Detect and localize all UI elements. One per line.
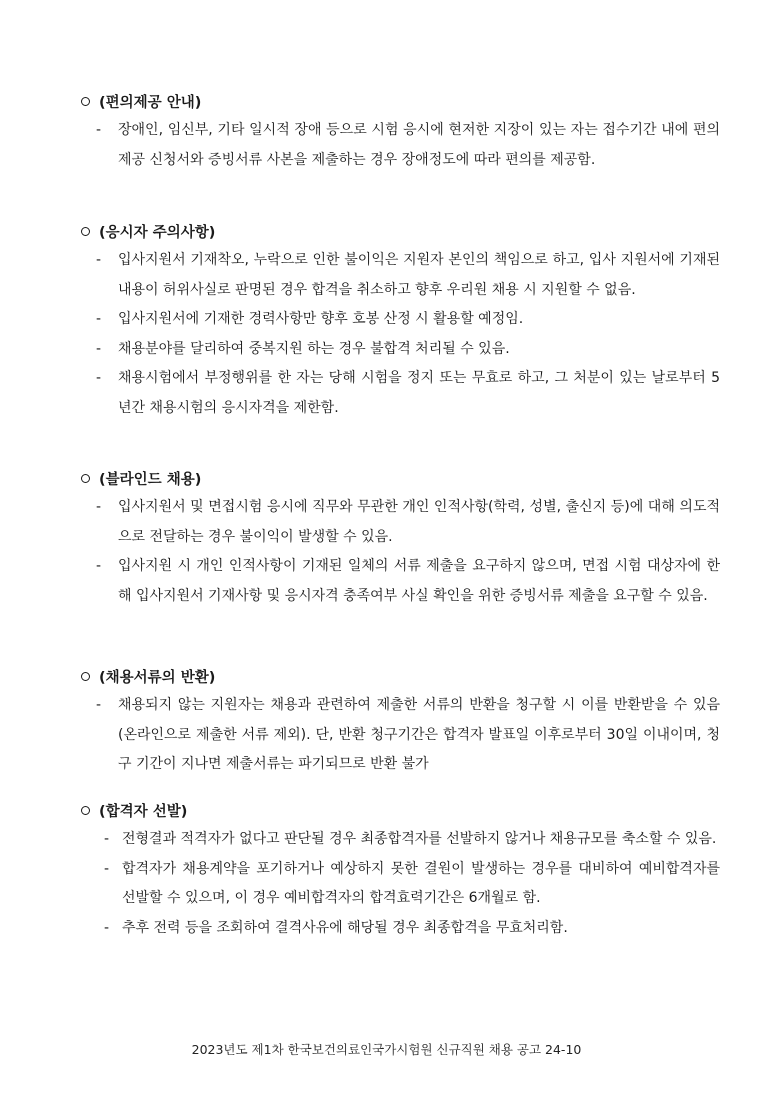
section-applicant-notes [80, 216, 720, 423]
section-accommodation [80, 86, 720, 175]
list-item [80, 305, 720, 335]
item-text: 추후 전력 등을 조회하여 결격사유에 해당될 경우 최종합격을 무효처리함. [122, 919, 568, 936]
heading-text: (편의제공 안내) [99, 94, 202, 111]
heading-text: (채용서류의 반환) [99, 669, 216, 686]
heading-text: (블라인드 채용) [99, 471, 202, 488]
dash-bullet: - [96, 558, 102, 574]
dash-bullet: - [104, 831, 110, 847]
item-text: 입사지원서 기재착오, 누락으로 인한 불이익은 지원자 본인의 책임으로 하고, 입사 지원서에 기재된 내용이 허위사실로 판명된 경우 합격을 취소하고 향후 우리원 채용 시 지원할 수 없음. [118, 252, 720, 298]
section-blind-hiring [80, 463, 720, 611]
section-heading [80, 216, 720, 246]
dash-bullet: - [96, 499, 102, 515]
heading-text: (합격자 선발) [99, 803, 188, 820]
section-heading [80, 86, 720, 116]
dash-bullet: - [96, 340, 102, 357]
dash-bullet: - [96, 370, 102, 386]
circle-bullet-icon [81, 806, 90, 815]
section-heading [80, 463, 720, 493]
section-heading [80, 661, 720, 691]
list-item [80, 855, 720, 914]
dash-bullet: - [104, 919, 110, 936]
dash-bullet: - [104, 860, 110, 877]
circle-bullet-icon [81, 672, 90, 681]
section-heading [80, 795, 720, 825]
dash-bullet: - [96, 122, 102, 138]
item-text: 채용되지 않는 지원자는 채용과 관련하여 제출한 서류의 반환을 청구할 시 이를 반환받을 수 있음(온라인으로 제출한 서류 제외). 단, 반환 청구기간은 합격자 발표일 이후로부터 30일 이내이며, 청구 기간이 지나면 제출서류는 파기되므로 반환 불가 [118, 697, 720, 772]
list-item [80, 116, 720, 175]
circle-bullet-icon [81, 474, 90, 483]
item-text: 입사지원서에 기재한 경력사항만 향후 호봉 산정 시 활용할 예정임. [118, 311, 524, 327]
list-item [80, 246, 720, 305]
dash-bullet: - [96, 697, 102, 713]
dash-bullet: - [96, 252, 102, 268]
item-text: 입사지원 시 개인 인적사항이 기재된 일체의 서류 제출을 요구하지 않으며, 면접 시험 대상자에 한해 입사지원서 기재사항 및 응시자격 충족여부 사실 확인을 위한 증빙서류 제출을 요구할 수 있음. [118, 558, 720, 604]
heading-text: (응시자 주의사항) [99, 224, 216, 241]
list-item [80, 914, 720, 944]
list-item [80, 335, 720, 365]
item-text: 전형결과 적격자가 없다고 판단될 경우 최종합격자를 선발하지 않거나 채용규모를 축소할 수 있음. [122, 831, 717, 847]
circle-bullet-icon [81, 227, 90, 236]
section-document-return [80, 661, 720, 780]
circle-bullet-icon [81, 97, 90, 106]
list-item [80, 825, 720, 855]
section-successful-candidates [80, 795, 720, 943]
dash-bullet: - [96, 311, 102, 327]
page-footer: 2023년도 제1차 한국보건의료인국가시험원 신규직원 채용 공고 24-10 [191, 1042, 582, 1057]
item-text: 채용시험에서 부정행위를 한 자는 당해 시험을 정지 또는 무효로 하고, 그 처분이 있는 날로부터 5년간 채용시험의 응시자격을 제한함. [118, 370, 720, 416]
list-item [80, 493, 720, 552]
list-item [80, 364, 720, 423]
list-item [80, 552, 720, 611]
item-text: 장애인, 임신부, 기타 일시적 장애 등으로 시험 응시에 현저한 지장이 있는 자는 접수기간 내에 편의제공 신청서와 증빙서류 사본을 제출하는 경우 장애정도에 따라 편의를 제공함. [118, 122, 720, 168]
item-text: 입사지원서 및 면접시험 응시에 직무와 무관한 개인 인적사항(학력, 성별, 출신지 등)에 대해 의도적으로 전달하는 경우 불이익이 발생할 수 있음. [118, 499, 720, 545]
item-text: 채용분야를 달리하여 중복지원 하는 경우 불합격 처리될 수 있음. [118, 340, 510, 357]
list-item [80, 691, 720, 780]
item-text: 합격자가 채용계약을 포기하거나 예상하지 못한 결원이 발생하는 경우를 대비하여 예비합격자를 선발할 수 있으며, 이 경우 예비합격자의 합격효력기간은 6개월로 함. [122, 860, 720, 906]
